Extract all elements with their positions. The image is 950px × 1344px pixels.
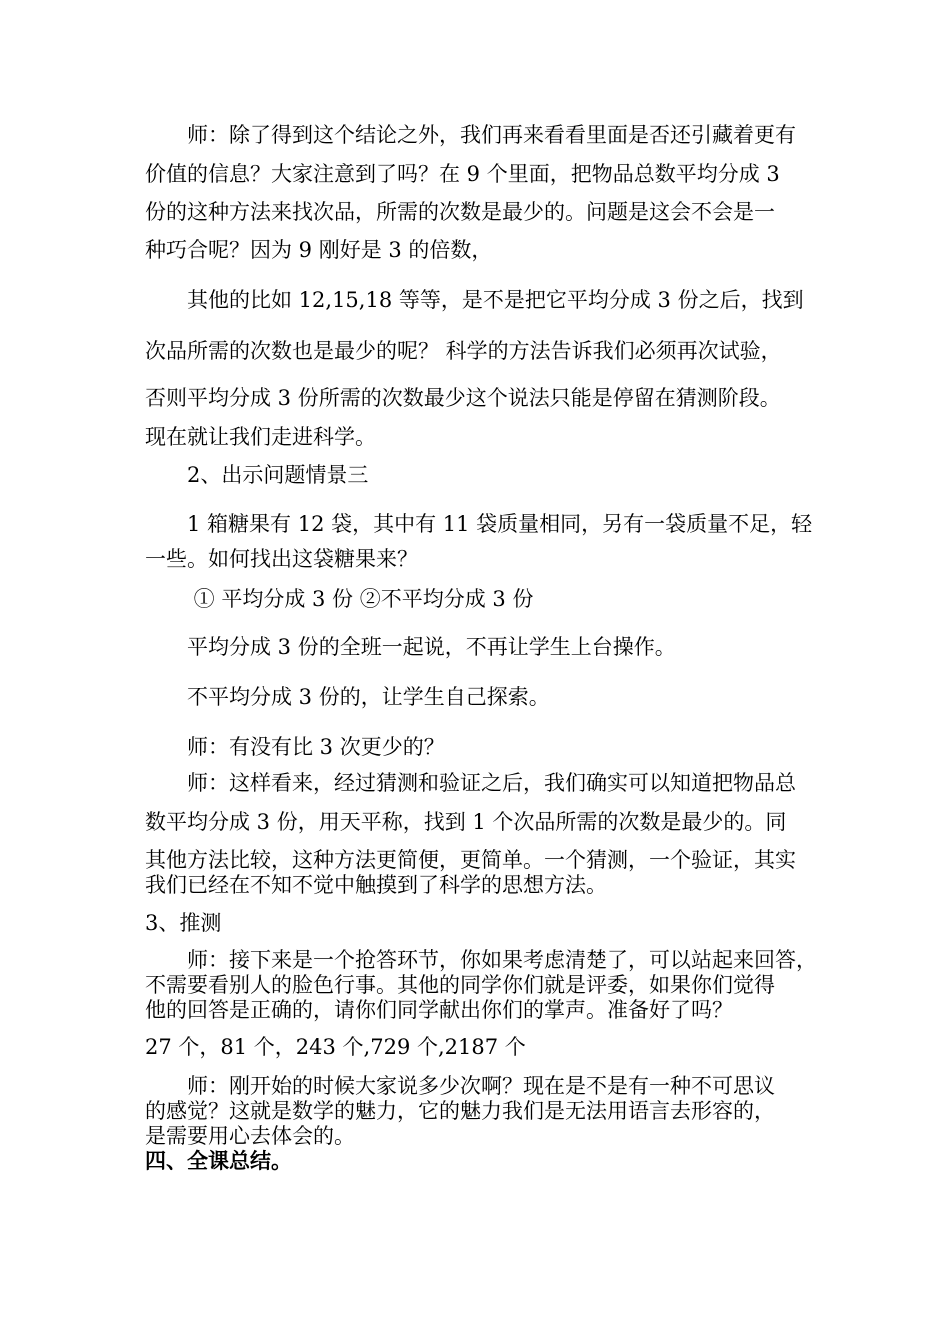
paragraph-line: 师：有没有比 3 次更少的？	[145, 735, 445, 759]
paragraph-line: 平均分成 3 份的全班一起说，不再让学生上台操作。	[145, 635, 676, 659]
paragraph-line: 师：接下来是一个抢答环节，你如果考虑清楚了，可以站起来回答，	[145, 948, 817, 972]
paragraph-line: 不平均分成 3 份的，让学生自己探索。	[145, 685, 550, 709]
paragraph-line: 否则平均分成 3 份所需的次数最少这个说法只能是停留在猜测阶段。	[145, 386, 781, 410]
paragraph-line: 是需要用心去体会的。	[145, 1124, 355, 1148]
paragraph-line: 不需要看别人的脸色行事。其他的同学你们就是评委，如果你们觉得	[145, 973, 775, 997]
paragraph-line: 现在就让我们走进科学。	[145, 425, 376, 449]
section-heading: 2、出示问题情景三	[145, 463, 369, 487]
paragraph-line: 次品所需的次数也是最少的呢？ 科学的方法告诉我们必须再次试验，	[145, 339, 782, 363]
paragraph-line: 一些。如何找出这袋糖果来？	[145, 547, 418, 571]
paragraph-line: 1 箱糖果有 12 袋，其中有 11 袋质量相同，另有一袋质量不足，轻	[145, 512, 813, 536]
paragraph-line: 我们已经在不知不觉中触摸到了科学的思想方法。	[145, 873, 607, 897]
paragraph-line: 份的这种方法来找次品，所需的次数是最少的。问题是这会不会是一	[145, 200, 775, 224]
paragraph-line: 师：这样看来，经过猜测和验证之后，我们确实可以知道把物品总	[145, 771, 796, 795]
paragraph-line: 价值的信息？大家注意到了吗？在 9 个里面，把物品总数平均分成 3	[145, 162, 780, 186]
paragraph-line: 其他方法比较，这种方法更简便，更简单。一个猜测，一个验证，其实	[145, 848, 796, 872]
section-heading: 四、全课总结。	[145, 1148, 292, 1173]
paragraph-line: 种巧合呢？因为 9 刚好是 3 的倍数，	[145, 238, 493, 262]
paragraph-line: 师：刚开始的时候大家说多少次啊？现在是不是有一种不可思议	[145, 1074, 775, 1098]
paragraph-line: 数平均分成 3 份，用天平称，找到 1 个次品所需的次数是最少的。同	[145, 810, 787, 834]
paragraph-line: 27 个，81 个，243 个,729 个,2187 个	[145, 1035, 526, 1059]
paragraph-line: 他的回答是正确的，请你们同学献出你们的掌声。准备好了吗？	[145, 998, 733, 1022]
paragraph-line: 师：除了得到这个结论之外，我们再来看看里面是否还引藏着更有	[145, 123, 796, 147]
paragraph-line: 其他的比如 12,15,18 等等，是不是把它平均分成 3 份之后，找到	[145, 288, 804, 312]
section-heading: 3、推测	[145, 911, 222, 935]
paragraph-line: 的感觉？这就是数学的魅力，它的魅力我们是无法用语言去形容的，	[145, 1099, 775, 1123]
options-line: ① 平均分成 3 份 ②不平均分成 3 份	[145, 587, 534, 611]
